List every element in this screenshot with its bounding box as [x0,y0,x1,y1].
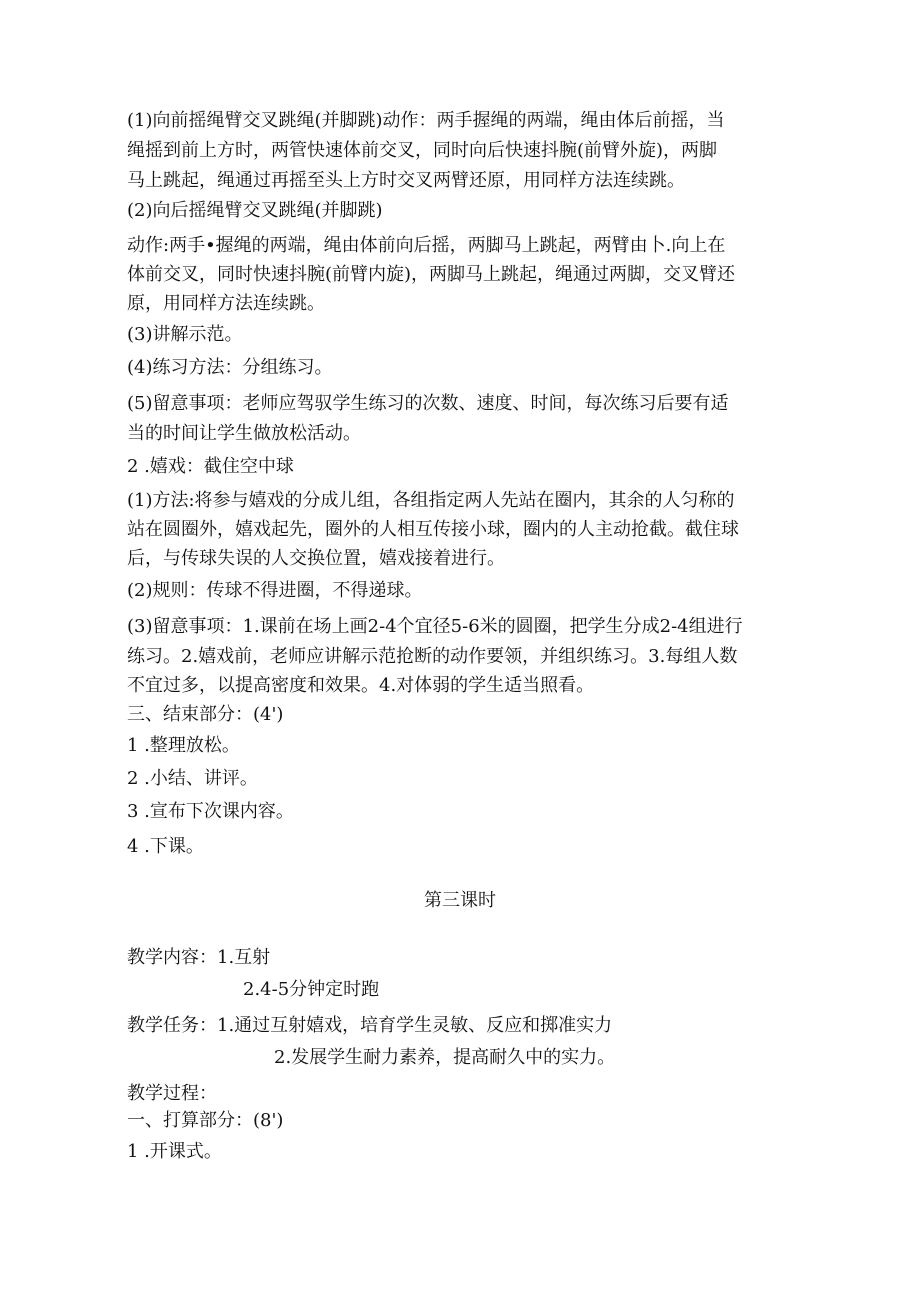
paragraph-line: 马上跳起，绳通过再摇至头上方时交叉两臂还原，用同样方法连续跳。 [127,170,685,191]
paragraph-line: 动作:两手•握绳的两端，绳由体前向后摇，两脚马上跳起，两臂由卜.向上在 [127,235,726,256]
paragraph-line: (5)留意事项：老师应驾驭学生练习的次数、速度、时间，每次练习后要有适 [127,393,729,414]
paragraph-line: (1)向前摇绳臂交叉跳绳(并脚跳)动作：两手握绳的两端，绳由体后前摇，当 [127,110,725,131]
paragraph-line: 绳摇到前上方时，两管快速体前交叉，同时向后快速抖腕(前臂外旋)，两脚 [127,140,718,161]
list-item: 4 .下课。 [127,836,204,857]
section-heading: 一、打算部分：(8') [127,1110,284,1131]
paragraph-line: 原，用同样方法连续跳。 [127,293,325,314]
paragraph-line: (2)向后摇绳臂交叉跳绳(并脚跳) [127,200,383,221]
paragraph-line: 当的时间让学生做放松活动。 [127,423,361,444]
teaching-task-line: 教学任务：1.通过互射嬉戏，培育学生灵敏、反应和掷准实力 [127,1015,613,1036]
section-heading: 教学过程： [127,1083,217,1104]
paragraph-line: 后，与传球失误的人交换位置，嬉戏接着进行。 [127,548,505,569]
paragraph-line: (1)方法:将参与嬉戏的分成儿组，各组指定两人先站在圈内，其余的人匀称的 [127,490,735,511]
teaching-content-line: 教学内容：1.互射 [127,947,271,968]
teaching-content-line: 2.4-5分钟定时跑 [243,979,380,1000]
paragraph-line: 练习。2.嬉戏前，老师应讲解示范抢断的动作要领，并组织练习。3.每组人数 [127,646,738,667]
paragraph-line: 体前交叉，同时快速抖腕(前臂内旋)，两脚马上跳起，绳通过两脚，交叉臂还 [127,264,736,285]
paragraph-line: (3)留意事项：1.课前在场上画2-4个宜径5-6米的圆圈，把学生分成2-4组进行 [127,616,743,637]
section-heading: 2 .嬉戏：截住空中球 [127,456,294,477]
teaching-task-line: 2.发展学生耐力素养，提高耐久中的实力。 [274,1047,616,1068]
list-item: 3 .宣布下次课内容。 [127,801,294,822]
list-item: 1 .开课式。 [127,1141,222,1162]
lesson-title: 第三课时 [424,890,496,911]
paragraph-line: 不宜过多，以提高密度和效果。4.对体弱的学生适当照看。 [127,675,595,696]
paragraph-line: 站在圆圈外，嬉戏起先，圈外的人相互传接小球，圈内的人主动抢截。截住球 [127,519,739,540]
paragraph-line: (2)规则：传球不得进圈，不得递球。 [127,580,423,601]
section-heading: 三、结束部分：(4') [127,704,284,725]
paragraph-line: (4)练习方法：分组练习。 [127,357,333,378]
paragraph-line: (3)讲解示范。 [127,324,243,345]
list-item: 2 .小结、讲评。 [127,768,258,789]
list-item: 1 .整理放松。 [127,735,240,756]
